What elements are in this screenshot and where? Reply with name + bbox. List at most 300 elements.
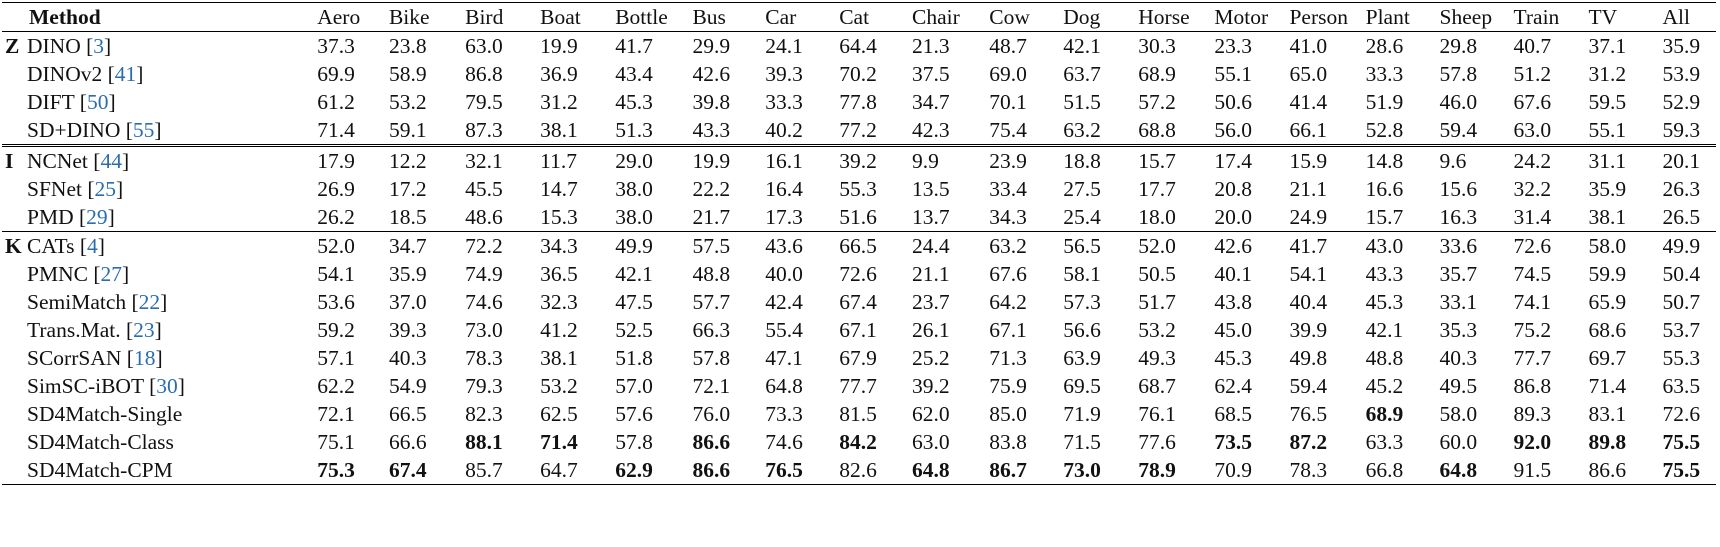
column-header-horse: Horse: [1134, 3, 1210, 32]
citation-link[interactable]: 30: [156, 374, 178, 398]
score-cell: 76.0: [692, 402, 731, 426]
best-score: 68.9: [1365, 402, 1404, 426]
score-cell: 67.1: [989, 318, 1027, 342]
score-cell: 74.1: [1513, 290, 1552, 314]
best-score: 73.5: [1214, 430, 1253, 454]
score-cell: 57.6: [615, 402, 653, 426]
score-cell: 15.3: [536, 203, 611, 232]
score-cell: 82.6: [835, 456, 908, 485]
score-cell: 71.4: [313, 116, 385, 146]
score-cell: 33.1: [1439, 290, 1478, 314]
score-cell: 74.6: [465, 290, 503, 314]
score-cell: 45.3: [615, 90, 653, 114]
score-cell: 83.8: [989, 430, 1027, 454]
score-cell: 15.7: [1362, 203, 1436, 232]
score-cell: 59.3: [1658, 116, 1716, 146]
score-cell: 36.9: [540, 62, 578, 86]
score-cell: 26.9: [317, 177, 355, 201]
citation-link[interactable]: 4: [87, 234, 98, 258]
method-cell: [2, 203, 313, 232]
score-cell: 52.5: [615, 318, 653, 342]
score-cell: 42.6: [1214, 234, 1253, 258]
score-cell: 49.9: [1662, 234, 1701, 258]
score-cell: [385, 456, 461, 485]
score-cell: 51.9: [1365, 90, 1404, 114]
score-cell: 63.0: [912, 430, 950, 454]
score-cell: 58.9: [388, 62, 427, 86]
table-row: [2, 400, 1716, 428]
score-cell: 78.3: [465, 346, 503, 370]
score-cell: 68.8: [1134, 116, 1210, 146]
score-cell: 27.5: [1063, 177, 1101, 201]
score-cell: 72.6: [1662, 402, 1701, 426]
score-cell: 55.1: [1214, 62, 1253, 86]
score-cell: 34.7: [912, 90, 950, 114]
table-row: [2, 175, 1716, 203]
score-cell: 32.2: [1513, 177, 1552, 201]
score-cell: [761, 456, 835, 485]
score-cell: 29.9: [692, 34, 731, 58]
citation-link[interactable]: 41: [114, 62, 137, 86]
score-cell: [1658, 456, 1716, 485]
score-cell: 53.2: [1138, 318, 1176, 342]
score-cell: 50.6: [1214, 90, 1253, 114]
column-header-bike: Bike: [385, 3, 461, 32]
citation-link[interactable]: 18: [133, 346, 156, 370]
score-cell: 76.1: [1138, 402, 1176, 426]
column-header-sheep: Sheep: [1436, 3, 1510, 32]
score-cell: 77.6: [1138, 430, 1176, 454]
score-cell: 54.1: [317, 262, 355, 286]
score-cell: 39.8: [692, 90, 731, 114]
score-cell: 70.1: [989, 90, 1027, 114]
citation-close-bracket: ]: [104, 34, 112, 58]
score-cell: 43.8: [1214, 290, 1253, 314]
score-cell: 45.5: [465, 177, 503, 201]
score-cell: 56.5: [1063, 234, 1101, 258]
score-cell: [1658, 428, 1716, 456]
score-cell: 56.6: [1063, 318, 1101, 342]
method-name: PMNC: [27, 262, 88, 286]
column-header-cow: Cow: [985, 3, 1059, 32]
score-cell: [1509, 428, 1584, 456]
method-cell: [2, 456, 313, 485]
score-cell: [313, 456, 385, 485]
score-cell: 33.3: [765, 90, 803, 114]
citation-open-bracket: [: [120, 318, 134, 342]
score-cell: 46.0: [1439, 90, 1478, 114]
score-cell: 17.7: [1138, 177, 1176, 201]
method-cell: [2, 260, 313, 288]
score-cell: 15.6: [1439, 177, 1478, 201]
table-row: [2, 428, 1716, 456]
score-cell: 35.9: [388, 262, 427, 286]
citation-close-bracket: ]: [154, 118, 162, 142]
method-cell: [2, 116, 313, 146]
score-cell: 30.3: [1138, 34, 1176, 58]
citation-open-bracket: [: [87, 149, 101, 173]
score-cell: 39.2: [839, 149, 877, 173]
column-header-bird: Bird: [461, 3, 536, 32]
score-cell: 14.8: [1365, 149, 1404, 173]
score-cell: 43.6: [765, 234, 803, 258]
score-cell: 53.6: [317, 290, 355, 314]
score-cell: 48.8: [692, 262, 731, 286]
method-name: DIFT: [27, 90, 75, 114]
best-score: 78.9: [1138, 458, 1176, 482]
table-row: [2, 146, 1716, 176]
score-cell: 28.6: [1365, 34, 1404, 58]
score-cell: 34.3: [540, 234, 578, 258]
table-row: [2, 316, 1716, 344]
score-cell: 17.3: [761, 203, 835, 232]
score-cell: 18.8: [1063, 149, 1101, 173]
score-cell: 57.0: [615, 374, 653, 398]
score-cell: 23.7: [912, 290, 950, 314]
score-cell: 52.0: [317, 234, 355, 258]
column-header-tv: TV: [1585, 3, 1659, 32]
score-cell: 91.5: [1509, 456, 1584, 485]
method-name: SD4Match-Single: [27, 402, 183, 426]
table-row: [2, 344, 1716, 372]
score-cell: 52.0: [1138, 234, 1176, 258]
score-cell: 77.2: [835, 116, 908, 146]
score-cell: 63.2: [989, 234, 1027, 258]
score-cell: [611, 456, 688, 485]
column-header-cat: Cat: [835, 3, 908, 32]
best-score: 64.8: [1439, 458, 1478, 482]
citation-link[interactable]: 29: [86, 205, 108, 229]
score-cell: 37.1: [1588, 34, 1627, 58]
score-cell: 57.7: [692, 290, 731, 314]
best-score: 86.6: [692, 430, 731, 454]
citation-close-bracket: ]: [97, 234, 105, 258]
score-cell: 49.3: [1138, 346, 1176, 370]
best-score: 75.5: [1662, 458, 1701, 482]
score-cell: 79.5: [465, 90, 503, 114]
table-body: [2, 32, 1716, 485]
score-cell: 63.0: [1509, 116, 1584, 146]
score-cell: 19.9: [540, 34, 578, 58]
score-cell: 49.9: [615, 234, 653, 258]
citation-open-bracket: [: [74, 234, 88, 258]
score-cell: 59.4: [1436, 116, 1510, 146]
score-cell: 63.5: [1662, 374, 1701, 398]
score-cell: 15.9: [1289, 149, 1328, 173]
score-cell: 21.3: [912, 34, 950, 58]
score-cell: 31.1: [1588, 149, 1627, 173]
citation-link[interactable]: 50: [86, 90, 109, 114]
score-cell: 38.1: [1585, 203, 1659, 232]
score-cell: 57.8: [1439, 62, 1478, 86]
citation-link[interactable]: 23: [133, 318, 155, 342]
score-cell: 72.2: [465, 234, 503, 258]
score-cell: 39.9: [1289, 318, 1328, 342]
best-score: 71.4: [540, 430, 578, 454]
score-cell: [688, 456, 761, 485]
table-row: [2, 232, 1716, 261]
score-cell: 85.0: [989, 402, 1027, 426]
score-cell: 65.9: [1588, 290, 1627, 314]
score-cell: 71.4: [1588, 374, 1627, 398]
citation-open-bracket: [: [143, 374, 157, 398]
score-cell: 45.3: [1365, 290, 1404, 314]
method-cell: [2, 400, 313, 428]
score-cell: 81.5: [839, 402, 877, 426]
score-cell: 51.8: [615, 346, 653, 370]
score-cell: 34.3: [985, 203, 1059, 232]
score-cell: [536, 428, 611, 456]
citation-close-bracket: ]: [155, 346, 163, 370]
score-cell: 64.2: [989, 290, 1027, 314]
citation-close-bracket: ]: [121, 149, 130, 173]
score-cell: 41.4: [1289, 90, 1328, 114]
score-cell: 47.5: [615, 290, 653, 314]
best-score: 92.0: [1513, 430, 1552, 454]
score-cell: 63.3: [1365, 430, 1404, 454]
citation-open-bracket: [: [87, 262, 101, 286]
score-cell: 57.1: [317, 346, 355, 370]
score-cell: 50.7: [1662, 290, 1701, 314]
method-cell: [2, 60, 313, 88]
table-row: [2, 203, 1716, 232]
score-cell: 68.6: [1588, 318, 1627, 342]
best-score: 67.4: [388, 458, 427, 482]
score-cell: 18.0: [1134, 203, 1210, 232]
score-cell: 9.9: [912, 149, 939, 173]
score-cell: 53.2: [540, 374, 578, 398]
score-cell: 58.0: [1439, 402, 1478, 426]
method-name: SimSC-iBOT: [27, 374, 144, 398]
score-cell: 66.5: [839, 234, 877, 258]
score-cell: 17.2: [388, 177, 427, 201]
score-cell: 67.6: [989, 262, 1027, 286]
score-cell: 75.2: [1513, 318, 1552, 342]
score-cell: 39.3: [765, 62, 803, 86]
method-name: Trans.Mat.: [27, 318, 121, 342]
score-cell: 35.9: [1662, 34, 1701, 58]
best-score: 76.5: [765, 458, 803, 482]
score-cell: 65.0: [1289, 62, 1328, 86]
score-cell: 23.8: [388, 34, 427, 58]
best-score: 75.5: [1662, 430, 1701, 454]
method-name: SD4Match-Class: [27, 430, 174, 454]
score-cell: 75.9: [989, 374, 1027, 398]
score-cell: 86.8: [465, 62, 503, 86]
method-cell: [2, 232, 313, 261]
score-cell: 56.0: [1210, 116, 1285, 146]
score-cell: 87.3: [461, 116, 536, 146]
score-cell: 34.7: [388, 234, 427, 258]
score-cell: 55.3: [1662, 346, 1701, 370]
score-cell: 64.8: [765, 374, 803, 398]
score-cell: 57.2: [1138, 90, 1176, 114]
score-cell: 54.1: [1289, 262, 1328, 286]
score-cell: 9.6: [1439, 149, 1467, 173]
score-cell: [688, 428, 761, 456]
score-cell: 63.2: [1059, 116, 1134, 146]
score-cell: 57.8: [615, 430, 653, 454]
table-row: [2, 32, 1716, 61]
score-cell: 26.2: [313, 203, 385, 232]
method-name: PMD: [27, 205, 74, 229]
score-cell: 82.3: [465, 402, 503, 426]
method-name: NCNet: [27, 149, 88, 173]
score-cell: 29.0: [615, 149, 653, 173]
method-cell: [2, 372, 313, 400]
score-cell: 12.2: [388, 149, 427, 173]
score-cell: 21.1: [912, 262, 950, 286]
score-cell: 39.3: [388, 318, 427, 342]
score-cell: 69.0: [989, 62, 1027, 86]
table-row: [2, 88, 1716, 116]
score-cell: 74.6: [765, 430, 803, 454]
citation-open-bracket: [: [74, 90, 87, 114]
score-cell: [1285, 428, 1361, 456]
score-cell: [1585, 428, 1659, 456]
score-cell: 68.5: [1214, 402, 1253, 426]
score-cell: 42.1: [615, 262, 653, 286]
score-cell: 24.9: [1285, 203, 1361, 232]
score-cell: 40.3: [1439, 346, 1478, 370]
score-cell: 77.8: [839, 90, 877, 114]
method-name: DINO: [27, 34, 81, 58]
score-cell: 22.2: [692, 177, 731, 201]
score-cell: 54.9: [388, 374, 427, 398]
score-cell: 26.5: [1658, 203, 1716, 232]
citation-open-bracket: [: [80, 34, 94, 58]
score-cell: 79.3: [465, 374, 503, 398]
score-cell: 11.7: [540, 149, 577, 173]
score-cell: 51.6: [835, 203, 908, 232]
column-header-chair: Chair: [908, 3, 985, 32]
score-cell: 64.7: [536, 456, 611, 485]
score-cell: 58.0: [1588, 234, 1627, 258]
column-header-plant: Plant: [1362, 3, 1436, 32]
score-cell: 49.5: [1439, 374, 1478, 398]
score-cell: [985, 456, 1059, 485]
score-cell: 48.7: [989, 34, 1027, 58]
score-cell: 20.0: [1210, 203, 1285, 232]
score-cell: [461, 428, 536, 456]
score-cell: 20.8: [1214, 177, 1253, 201]
score-cell: 50.4: [1662, 262, 1701, 286]
score-cell: 66.3: [692, 318, 731, 342]
score-cell: 55.4: [765, 318, 803, 342]
score-cell: 20.1: [1662, 149, 1701, 173]
score-cell: 13.7: [908, 203, 985, 232]
column-header-bottle: Bottle: [611, 3, 688, 32]
citation-link[interactable]: 25: [94, 177, 117, 201]
score-cell: 59.4: [1289, 374, 1328, 398]
score-cell: 16.6: [1365, 177, 1404, 201]
method-cell: [2, 288, 313, 316]
score-cell: 77.7: [839, 374, 877, 398]
score-cell: 37.3: [317, 34, 355, 58]
score-cell: 61.2: [317, 90, 355, 114]
score-cell: 42.1: [1365, 318, 1404, 342]
score-cell: 38.0: [611, 203, 688, 232]
score-cell: 40.1: [1214, 262, 1253, 286]
score-cell: 35.9: [1588, 177, 1627, 201]
citation-link[interactable]: 44: [100, 149, 122, 173]
score-cell: 19.9: [692, 149, 731, 173]
score-cell: 16.1: [765, 149, 803, 173]
score-cell: 74.9: [465, 262, 503, 286]
best-score: 87.2: [1289, 430, 1328, 454]
score-cell: 53.7: [1662, 318, 1701, 342]
score-cell: 33.4: [989, 177, 1027, 201]
score-cell: 33.6: [1439, 234, 1478, 258]
score-cell: [1059, 456, 1134, 485]
score-cell: 24.2: [1513, 149, 1552, 173]
score-cell: 71.3: [989, 346, 1027, 370]
score-cell: 63.0: [465, 34, 503, 58]
score-cell: 31.2: [1588, 62, 1627, 86]
citation-close-bracket: ]: [154, 318, 162, 342]
table-row: [2, 288, 1716, 316]
score-cell: 33.3: [1365, 62, 1404, 86]
table-header-row: [2, 3, 1716, 32]
citation-link[interactable]: 27: [100, 262, 122, 286]
score-cell: 42.4: [765, 290, 803, 314]
score-cell: 21.1: [1289, 177, 1328, 201]
score-cell: 69.9: [317, 62, 355, 86]
score-cell: 71.5: [1063, 430, 1101, 454]
score-cell: 66.8: [1362, 456, 1436, 485]
table-row: [2, 116, 1716, 146]
score-cell: 62.0: [912, 402, 950, 426]
score-cell: 47.1: [765, 346, 803, 370]
best-score: 86.7: [989, 458, 1027, 482]
score-cell: 31.2: [540, 90, 578, 114]
citation-link[interactable]: 55: [132, 118, 155, 142]
citation-link[interactable]: 3: [93, 34, 105, 58]
score-cell: [908, 456, 985, 485]
group-label: K: [5, 234, 22, 258]
score-cell: 69.5: [1063, 374, 1101, 398]
score-cell: 13.5: [912, 177, 950, 201]
score-cell: 67.1: [839, 318, 877, 342]
score-cell: 35.7: [1439, 262, 1478, 286]
column-header-aero: Aero: [313, 3, 385, 32]
group-label: Z: [5, 34, 20, 58]
score-cell: 57.5: [692, 234, 731, 258]
score-cell: 69.7: [1588, 346, 1627, 370]
score-cell: 49.8: [1289, 346, 1328, 370]
score-cell: 57.3: [1063, 290, 1101, 314]
score-cell: 24.4: [912, 234, 950, 258]
group-label: I: [5, 149, 14, 173]
score-cell: 16.3: [1436, 203, 1510, 232]
score-cell: 76.5: [1289, 402, 1328, 426]
citation-open-bracket: [: [73, 205, 87, 229]
table-row: [2, 456, 1716, 485]
score-cell: 39.2: [912, 374, 950, 398]
score-cell: 31.4: [1509, 203, 1584, 232]
score-cell: 57.8: [692, 346, 731, 370]
column-header-dog: Dog: [1059, 3, 1134, 32]
method-name: CATs: [27, 234, 75, 258]
score-cell: 38.0: [615, 177, 653, 201]
score-cell: 52.8: [1362, 116, 1436, 146]
score-cell: 40.0: [765, 262, 803, 286]
score-cell: 53.2: [388, 90, 427, 114]
score-cell: [1134, 456, 1210, 485]
citation-link[interactable]: 22: [138, 290, 161, 314]
best-score: 84.2: [839, 430, 877, 454]
best-score: 75.3: [317, 458, 355, 482]
